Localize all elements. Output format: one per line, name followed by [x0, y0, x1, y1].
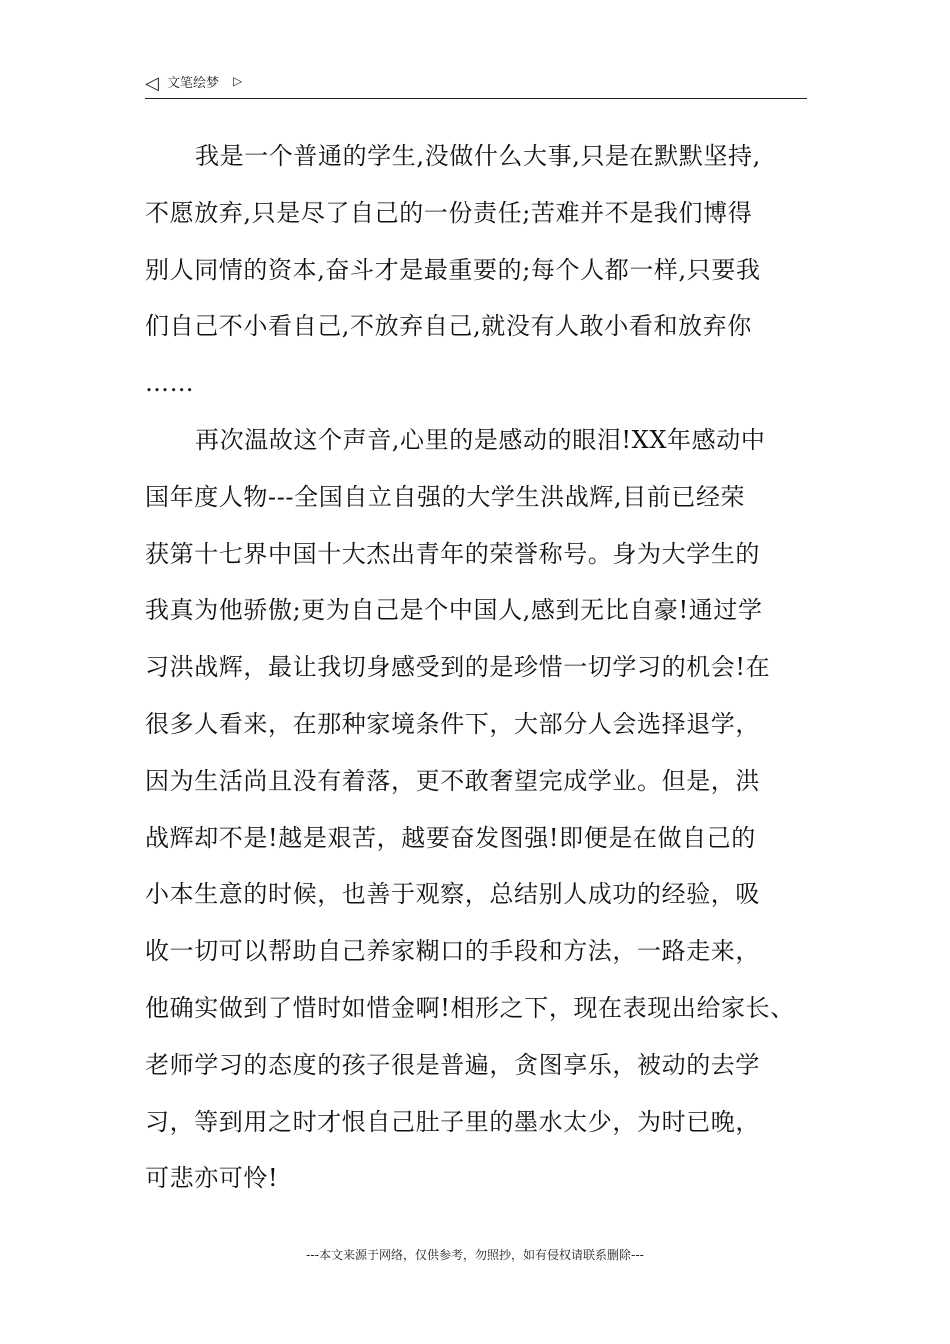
text-line: 我真为他骄傲;更为自己是个中国人,感到无比自豪!通过学 [145, 596, 763, 625]
text-line: 别人同情的资本,奋斗才是最重要的;每个人都一样,只要我 [145, 255, 761, 284]
text-line: 不愿放弃,只是尽了自己的一份责任;苦难并不是我们博得 [145, 198, 753, 227]
text-line: 老师学习的态度的孩子很是普遍，贪图享乐，被动的去学 [145, 1050, 760, 1079]
text-line: 习洪战辉，最让我切身感受到的是珍惜一切学习的机会!在 [145, 653, 771, 682]
text-line: 我是一个普通的学生,没做什么大事,只是在默默坚持, [195, 142, 761, 170]
text-line: 们自己不小看自己,不放弃自己,就没有人敢小看和放弃你 [145, 312, 752, 341]
text-line: 很多人看来，在那种家境条件下，大部分人会选择退学， [145, 709, 760, 738]
text-line: 小本生意的时候，也善于观察，总结别人成功的经验，吸 [145, 880, 760, 909]
text-line: 可悲亦可怜! [145, 1164, 279, 1193]
text-line: 收一切可以帮助自己养家糊口的手段和方法，一路走来， [145, 937, 760, 966]
text-line: 他确实做到了惜时如惜金啊!相形之下，现在表现出给家长、 [145, 993, 795, 1022]
text-line: 习，等到用之时才恨自己肚子里的墨水太少，为时已晚， [145, 1107, 760, 1136]
text-line: 战辉却不是!越是艰苦，越要奋发图强!即便是在做自己的 [145, 823, 756, 852]
triangle-left-icon: ◁ [145, 73, 159, 94]
document-body [145, 128, 809, 1207]
text-line: 国年度人物---全国自立自强的大学生洪战辉,目前已经荣 [145, 482, 746, 511]
page-header [145, 72, 807, 99]
text-line: …… [145, 369, 195, 398]
text-line: 获第十七界中国十大杰出青年的荣誉称号。身为大学生的 [145, 539, 760, 568]
triangle-right-icon: ▷ [233, 74, 243, 88]
paragraph-2 [145, 412, 809, 1207]
text-line: 因为生活尚且没有着落，更不敢奢望完成学业。但是，洪 [145, 766, 760, 795]
text-line: 再次温故这个声音,心里的是感动的眼泪!XX年感动中 [195, 425, 766, 454]
header-title: 文笔绘梦 [167, 76, 220, 91]
footer-disclaimer: ---本文来源于网络，仅供参考，勿照抄，如有侵权请联系删除--- [306, 1248, 644, 1262]
paragraph-1 [145, 128, 809, 412]
